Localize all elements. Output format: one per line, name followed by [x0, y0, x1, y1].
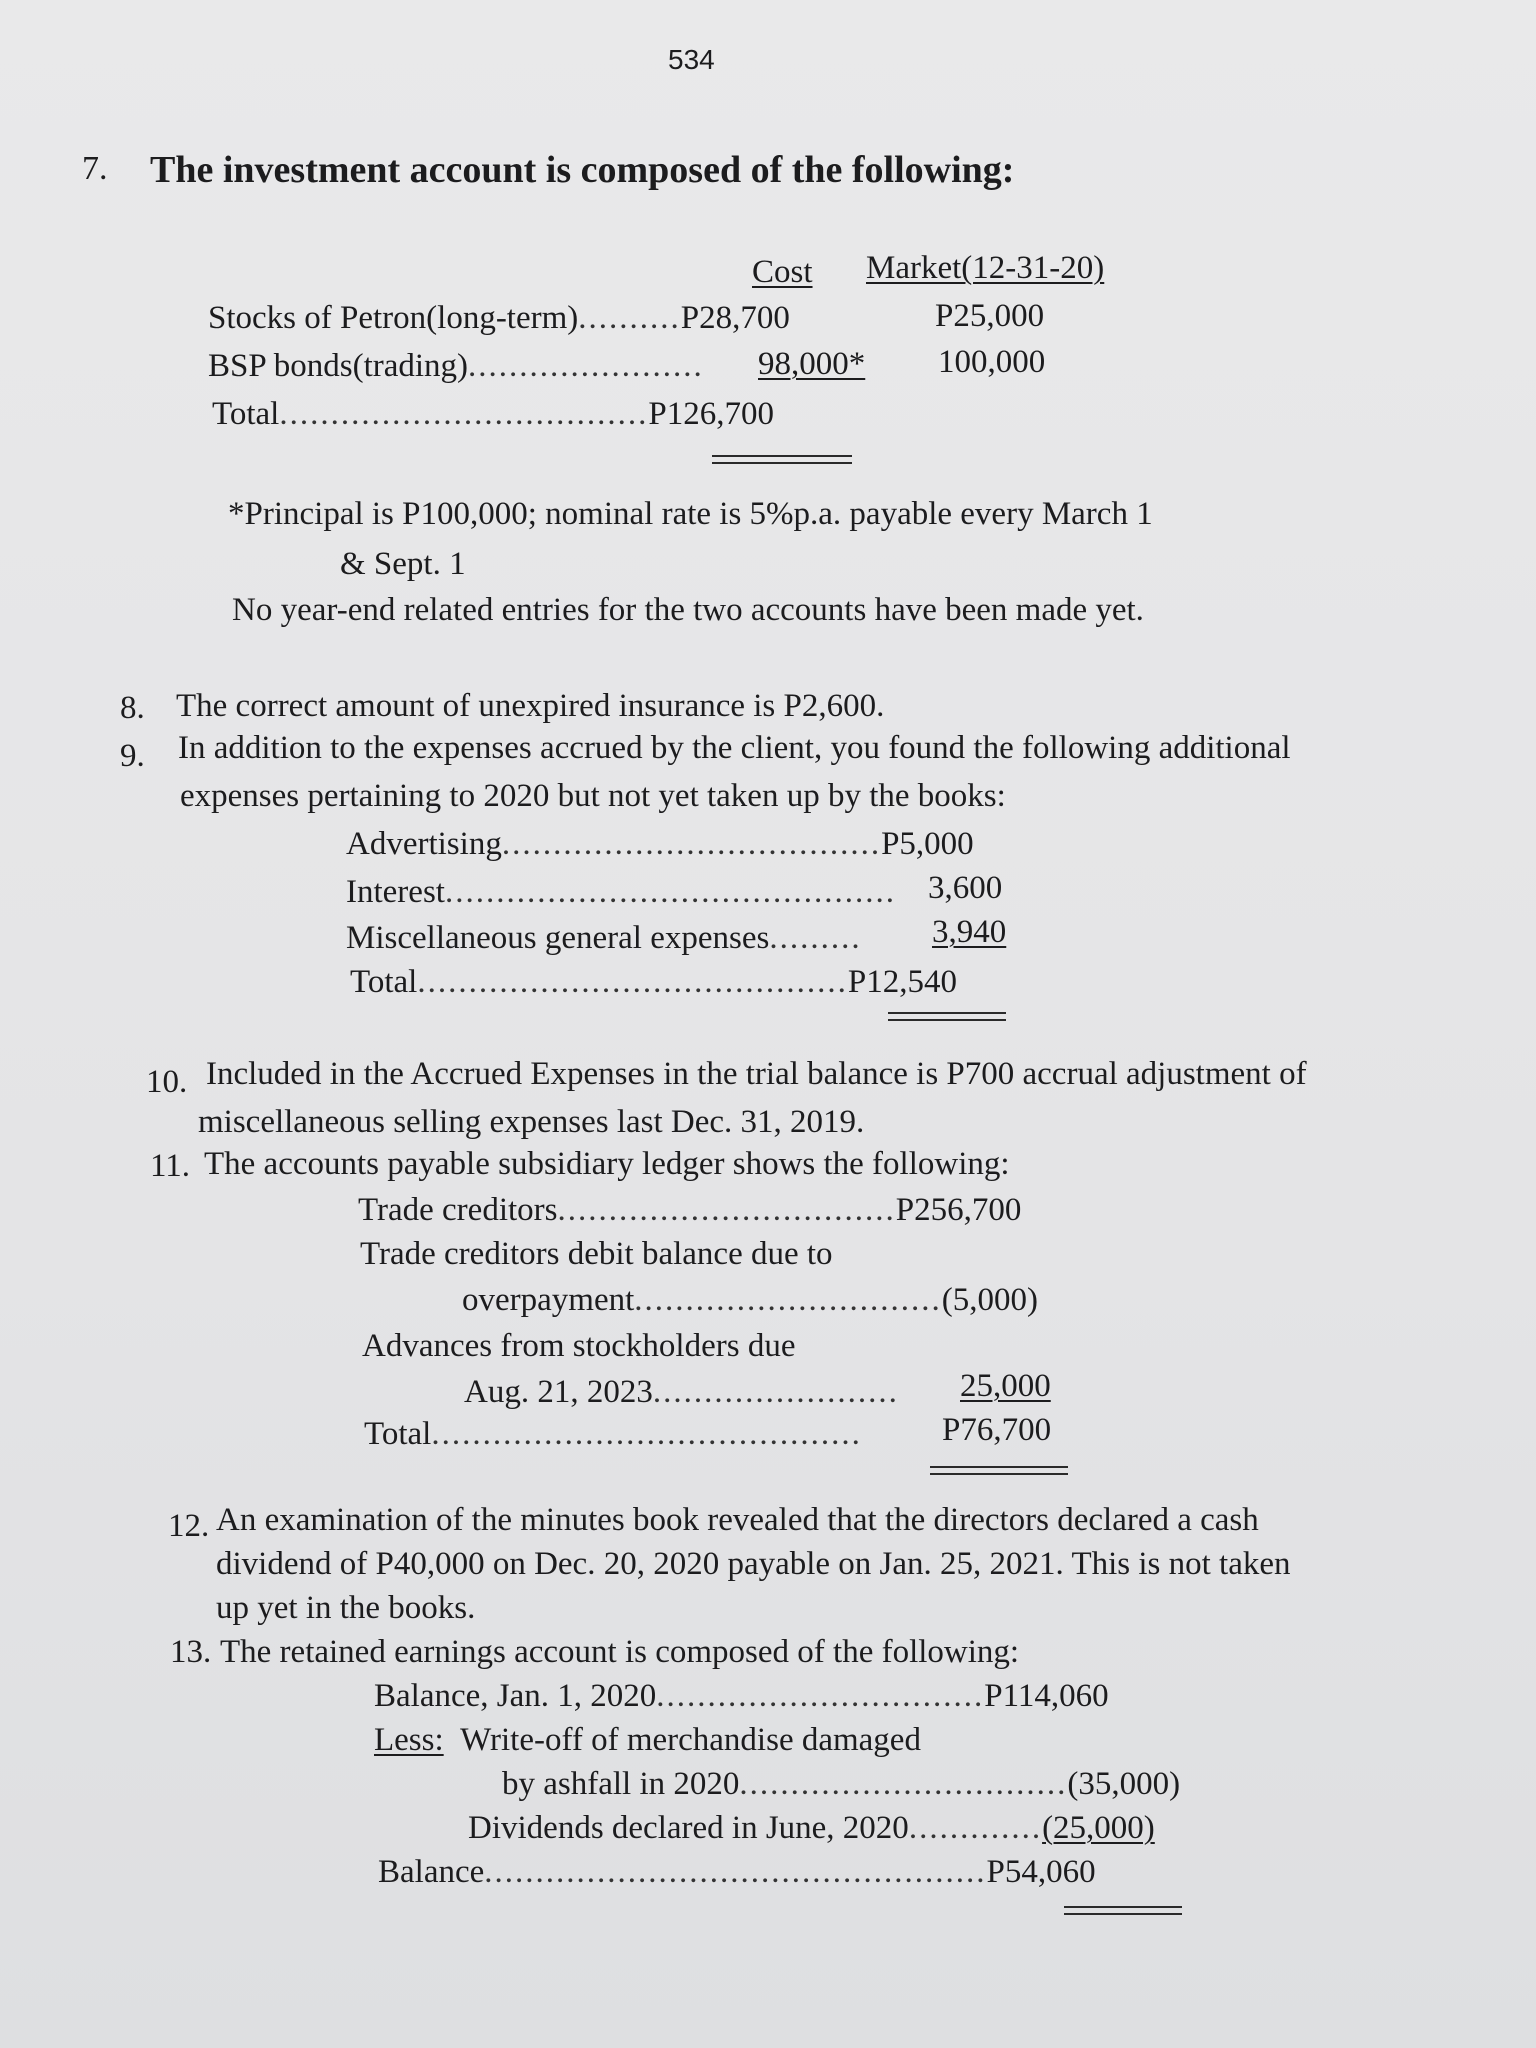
note-line-1: *Principal is P100,000; nominal rate is 5%p.a. payable every March 1	[228, 496, 1153, 532]
row-cost: P28,700	[680, 300, 790, 336]
leader-dots: ..........	[578, 300, 681, 336]
item-12-text-line-3: up yet in the books.	[216, 1590, 476, 1626]
item-8-number: 8.	[120, 690, 145, 726]
item-10-text-line-2: miscellaneous selling expenses last Dec. 31, 2019.	[198, 1104, 865, 1140]
double-underline	[888, 1012, 1006, 1021]
cost-column-header: Cost	[752, 254, 813, 290]
double-underline	[1064, 1906, 1182, 1915]
leader-dots: ....................................	[279, 396, 649, 432]
expense-row-total: Total..........................................P12,540	[350, 964, 957, 1000]
row-cost-bsp: 98,000*	[758, 346, 866, 382]
row-label: Total	[212, 396, 280, 432]
row-market-bsp: 100,000	[938, 344, 1046, 380]
market-column-header: Market(12-31-20)	[866, 250, 1105, 286]
item-13-text: The retained earnings account is composed of the following:	[220, 1634, 1020, 1670]
investment-row-total	[212, 398, 774, 431]
expense-row-advertising: Advertising.....................................P5,000	[346, 826, 974, 862]
investment-row-bsp	[208, 350, 704, 383]
retained-row-balance-jan: Balance, Jan. 1, 2020................................P114,060	[374, 1678, 1109, 1714]
note-line-3: No year-end related entries for the two accounts have been made yet.	[232, 592, 1144, 628]
retained-less-line: Less: Write-off of merchandise damaged	[374, 1722, 921, 1758]
row-label: BSP bonds(trading)	[208, 348, 469, 384]
item-12-text-line-2: dividend of P40,000 on Dec. 20, 2020 payable on Jan. 25, 2021. This is not taken	[216, 1546, 1291, 1582]
leader-dots: .......................	[468, 348, 704, 384]
row-market-petron: P25,000	[935, 298, 1045, 334]
item-10-number: 10.	[146, 1064, 188, 1100]
payable-amount-advances: 25,000	[960, 1368, 1051, 1404]
payable-row-trade-creditors: Trade creditors.................................P256,700	[358, 1192, 1022, 1228]
investment-row-petron	[208, 302, 790, 335]
expense-row-misc: Miscellaneous general expenses.........	[346, 920, 862, 956]
item-12-number: 12.	[168, 1508, 210, 1544]
expense-amount-interest: 3,600	[928, 870, 1003, 906]
payable-advances-line-1: Advances from stockholders due	[362, 1328, 796, 1364]
double-underline	[930, 1466, 1068, 1475]
item-10-text-line-1: Included in the Accrued Expenses in the trial balance is P700 accrual adjustment of	[206, 1056, 1307, 1092]
item-9-text-line-2: expenses pertaining to 2020 but not yet taken up by the books:	[180, 778, 1006, 814]
item-7-title: The investment account is composed of the following:	[150, 149, 1015, 191]
item-11-text: The accounts payable subsidiary ledger shows the following:	[204, 1146, 1010, 1182]
item-7-number: 7.	[82, 150, 108, 187]
item-11-number: 11.	[150, 1148, 191, 1184]
retained-row-balance: Balance.................................................P54,060	[378, 1854, 1096, 1890]
item-12-text-line-1: An examination of the minutes book revealed that the directors declared a cash	[216, 1502, 1259, 1538]
expense-amount-misc: 3,940	[932, 914, 1007, 950]
note-line-2: & Sept. 1	[340, 546, 466, 582]
payable-debit-balance-line-1: Trade creditors debit balance due to	[360, 1236, 833, 1272]
item-9-number: 9.	[120, 738, 145, 774]
page-number: 534	[668, 44, 715, 75]
retained-row-dividends: Dividends declared in June, 2020.............(25,000)	[468, 1810, 1155, 1846]
item-9-text-line-1: In addition to the expenses accrued by the client, you found the following additional	[178, 730, 1291, 766]
payable-row-total: Total..........................................	[364, 1416, 862, 1452]
retained-row-ashfall: by ashfall in 2020................................(35,000)	[502, 1766, 1181, 1802]
item-8-text: The correct amount of unexpired insurance is P2,600.	[176, 688, 885, 724]
expense-row-interest: Interest............................................	[346, 874, 896, 910]
item-13-number: 13.	[170, 1634, 212, 1670]
row-label: Stocks of Petron(long-term)	[208, 300, 579, 336]
payable-amount-total: P76,700	[942, 1412, 1052, 1448]
row-cost: P126,700	[648, 396, 774, 432]
payable-row-advances: Aug. 21, 2023........................	[464, 1374, 899, 1410]
double-underline	[712, 455, 852, 464]
payable-row-overpayment: overpayment..............................(5,000)	[462, 1282, 1039, 1318]
